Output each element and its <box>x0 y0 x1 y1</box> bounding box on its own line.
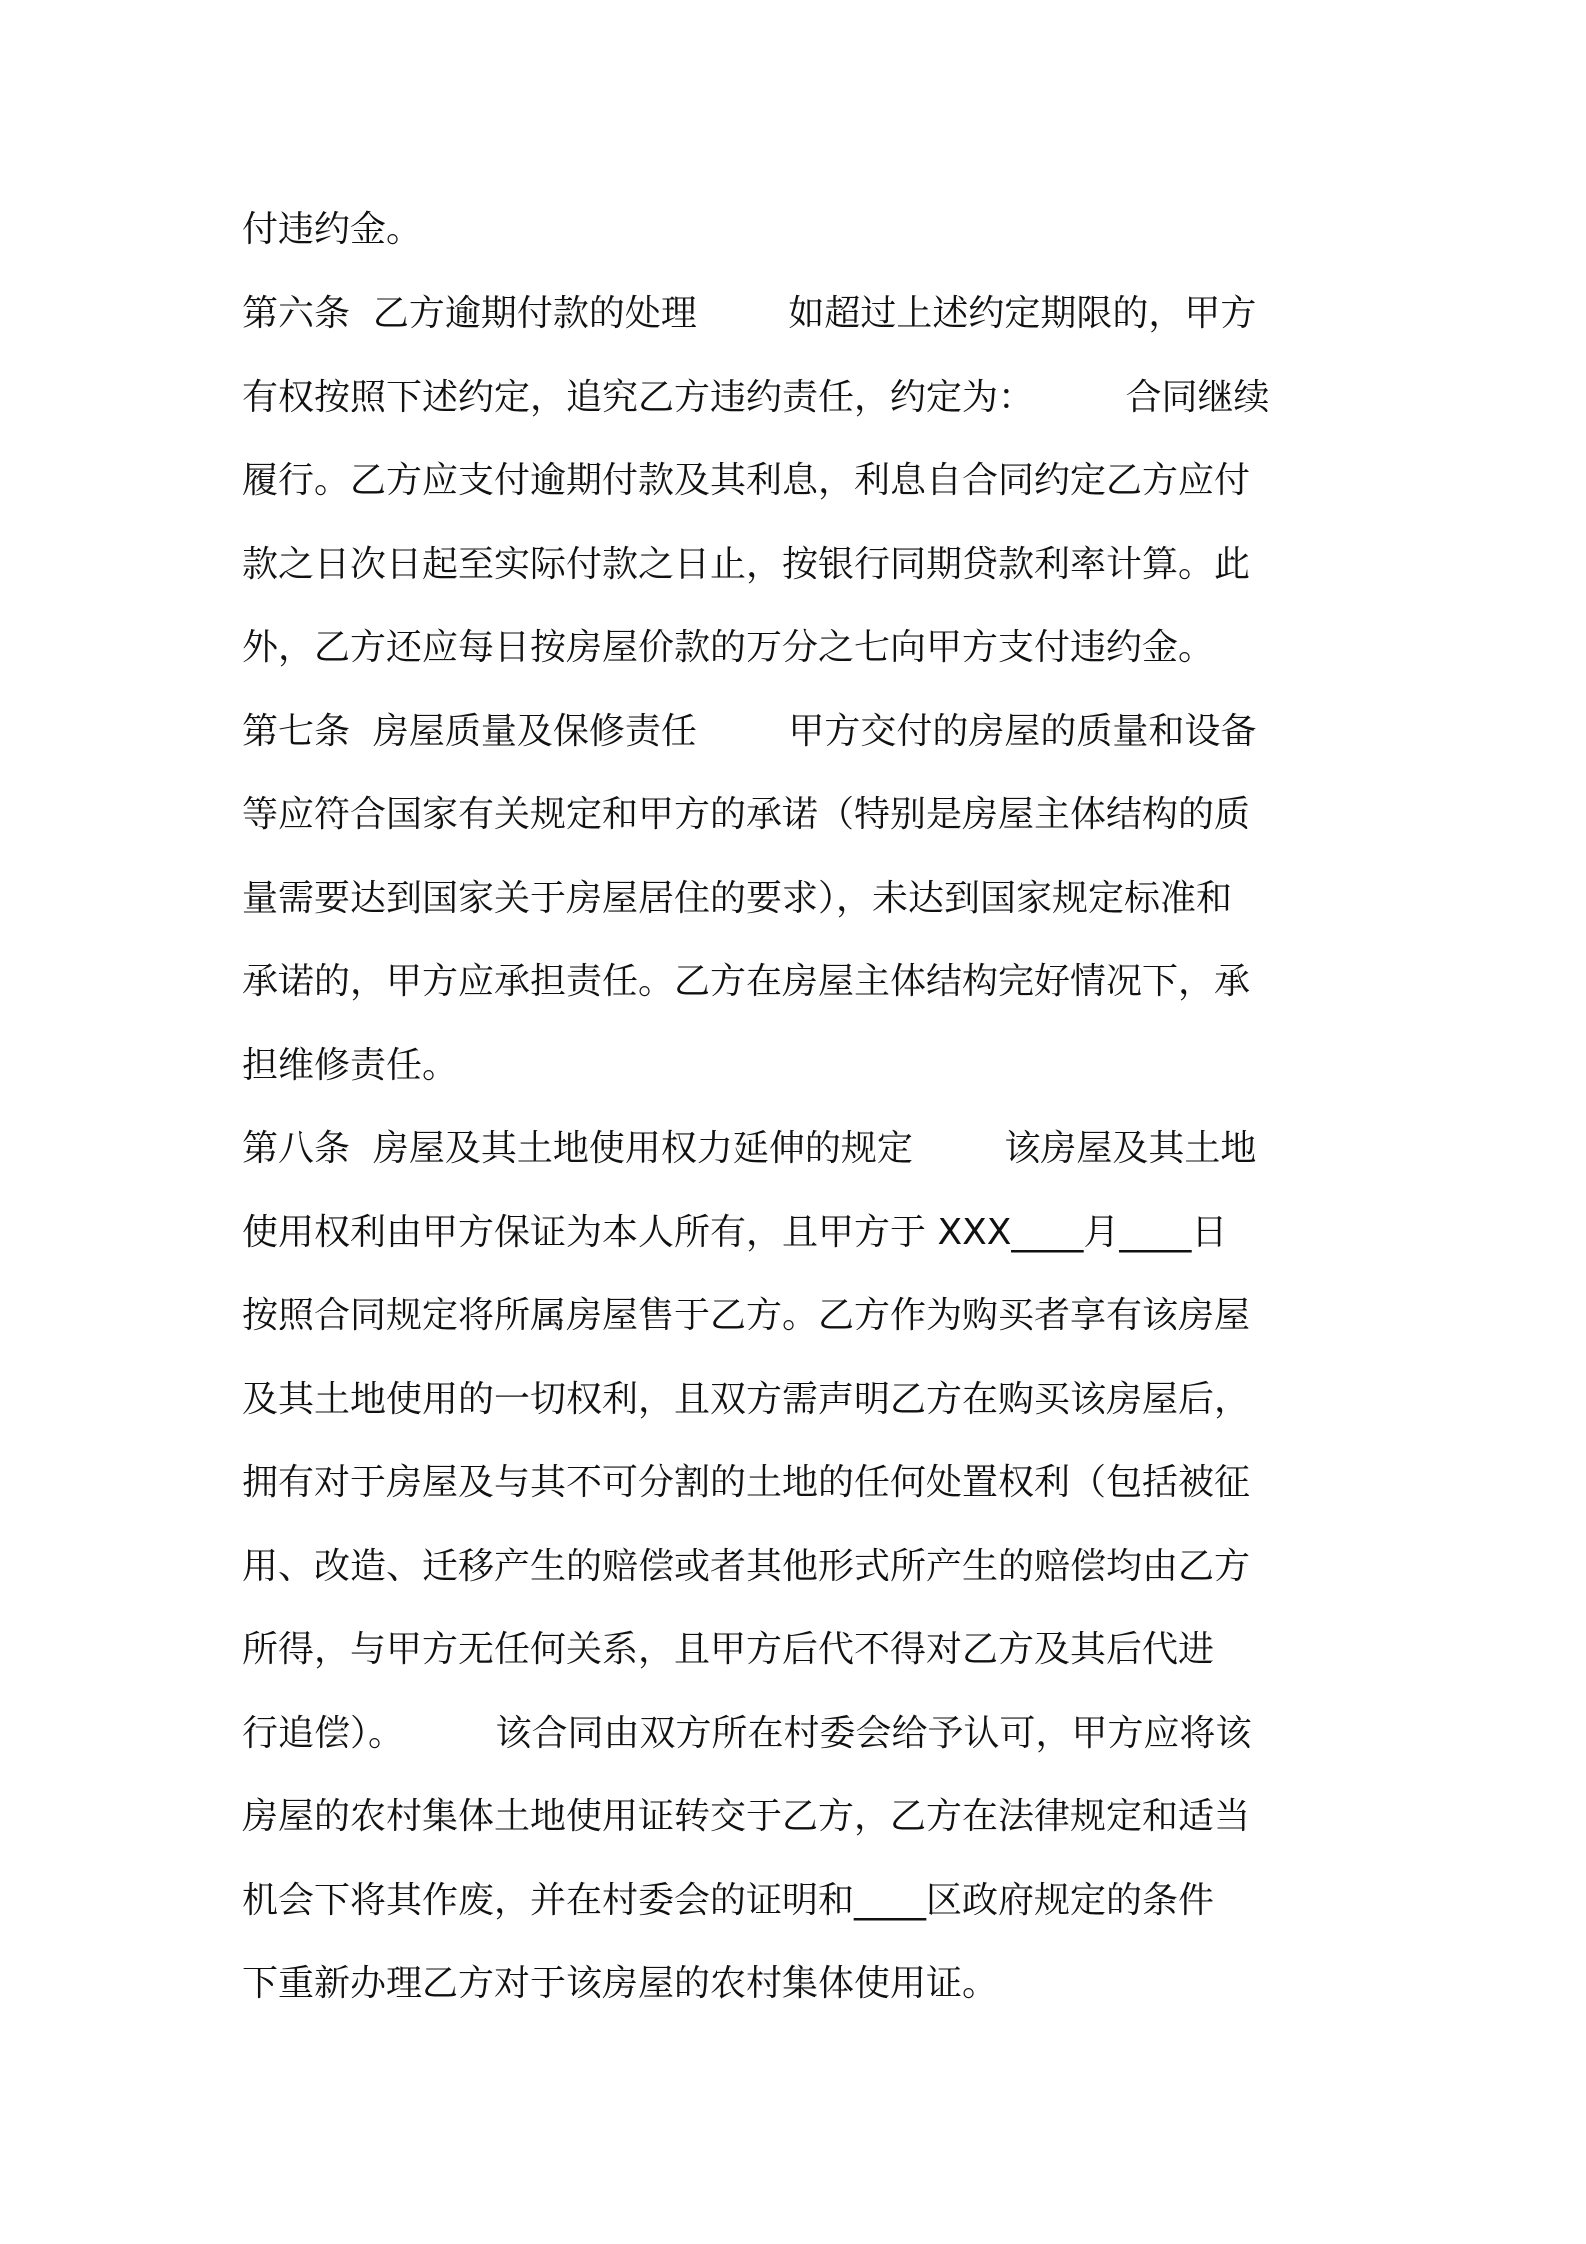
text-line-12: 第八条 房屋及其土地使用权力延伸的规定 该房屋及其土地 <box>242 1128 1257 1169</box>
text-line-15: 及其土地使用的一切权利，且双方需声明乙方在购买该房屋后， <box>242 1379 1251 1420</box>
text-line-8: 等应符合国家有关规定和甲方的承诺（特别是房屋主体结构的质 <box>242 794 1251 835</box>
text-line-3: 有权按照下述约定，追究乙方违约责任，约定为： 合同继续 <box>242 377 1270 418</box>
text-line-7: 第七条 房屋质量及保修责任 甲方交付的房屋的质量和设备 <box>242 711 1257 752</box>
text-line-19: 行追偿）。 该合同由双方所在村委会给予认可，甲方应将该 <box>242 1713 1252 1754</box>
text-line-10: 承诺的，甲方应承担责任。乙方在房屋主体结构完好情况下，承 <box>242 961 1251 1002</box>
text-line-16: 拥有对于房屋及与其不可分割的土地的任何处置权利（包括被征 <box>242 1462 1251 1503</box>
text-line-13: 使用权利由甲方保证为本人所有，且甲方于 XXX____月____日 <box>242 1212 1228 1253</box>
text-line-14: 按照合同规定将所属房屋售于乙方。乙方作为购买者享有该房屋 <box>242 1295 1251 1336</box>
text-line-20: 房屋的农村集体土地使用证转交于乙方，乙方在法律规定和适当 <box>242 1796 1251 1837</box>
text-line-1: 付违约金。 <box>242 209 423 250</box>
text-line-21: 机会下将其作废，并在村委会的证明和____区政府规定的条件 <box>242 1880 1215 1921</box>
text-line-6: 外，乙方还应每日按房屋价款的万分之七向甲方支付违约金。 <box>242 627 1215 668</box>
text-line-18: 所得，与甲方无任何关系，且甲方后代不得对乙方及其后代进 <box>242 1629 1215 1670</box>
text-line-9: 量需要达到国家关于房屋居住的要求），未达到国家规定标准和 <box>242 878 1233 919</box>
text-line-5: 款之日次日起至实际付款之日止，按银行同期贷款利率计算。此 <box>242 544 1251 585</box>
text-line-17: 用、改造、迁移产生的赔偿或者其他形式所产生的赔偿均由乙方 <box>242 1546 1251 1587</box>
text-line-4: 履行。乙方应支付逾期付款及其利息，利息自合同约定乙方应付 <box>242 460 1251 501</box>
text-line-2: 第六条 乙方逾期付款的处理 如超过上述约定期限的，甲方 <box>242 293 1257 334</box>
text-line-22: 下重新办理乙方对于该房屋的农村集体使用证。 <box>242 1963 999 2004</box>
text-line-11: 担维修责任。 <box>242 1045 459 1086</box>
